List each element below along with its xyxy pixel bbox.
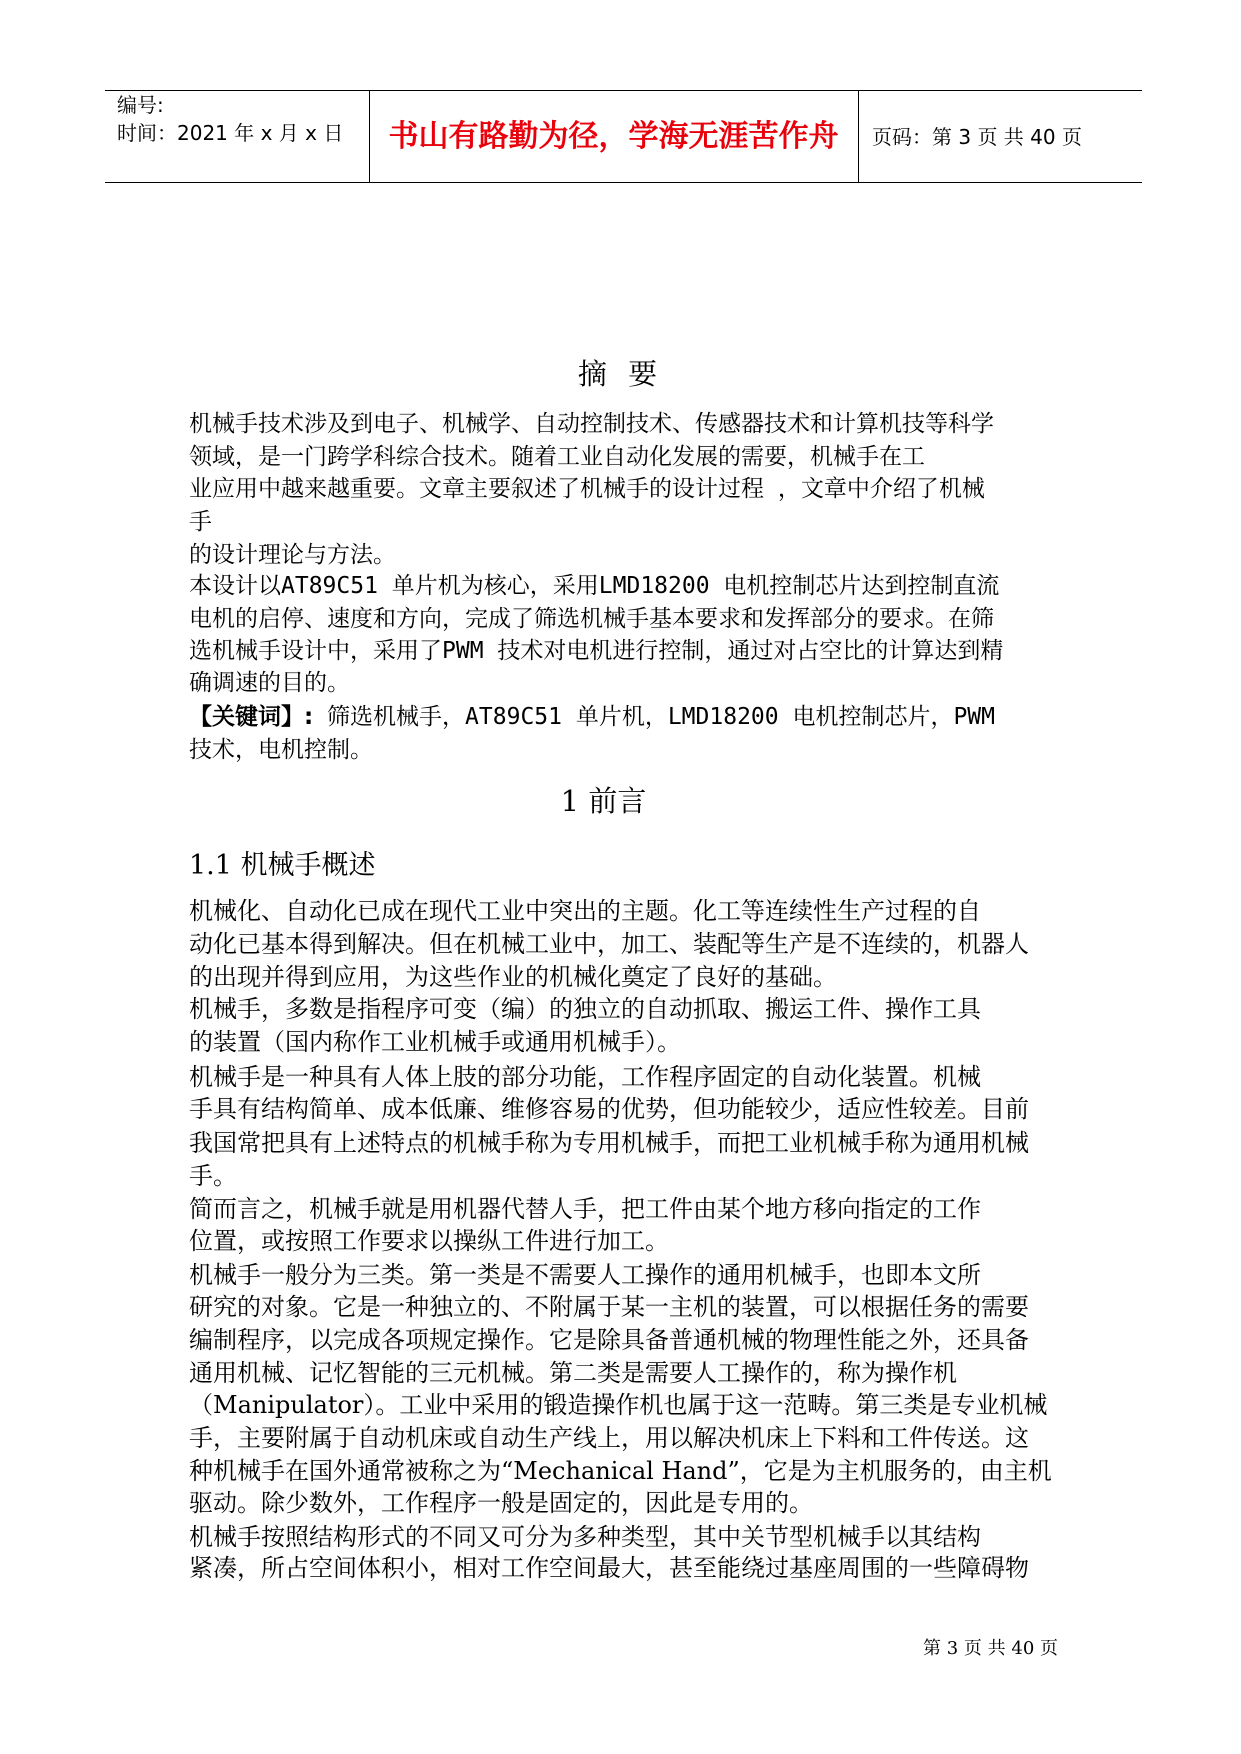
body-line: 机械手一般分为三类。第一类是不需要人工操作的通用机械手，也即本文所 [189, 1261, 981, 1289]
body-line: 通用机械、记忆智能的三元机械。第二类是需要人工操作的，称为操作机 [189, 1359, 957, 1387]
keywords-continuation: 技术，电机控制。 [189, 737, 373, 763]
body-line: 编制程序，以完成各项规定操作。它是除具备普通机械的物理性能之外，还具备 [189, 1326, 1029, 1354]
body-line: 的出现并得到应用，为这些作业的机械化奠定了良好的基础。 [189, 963, 837, 991]
abstract-line: 的设计理论与方法。 [189, 542, 396, 568]
body-line: 机械手，多数是指程序可变（编）的独立的自动抓取、搬运工件、操作工具 [189, 995, 981, 1023]
body-line: 紧凑，所占空间体积小，相对工作空间最大，甚至能绕过基座周围的一些障碍物 [189, 1554, 1029, 1582]
subsection-heading: 1.1 机械手概述 [189, 850, 376, 881]
abstract-line: 业应用中越来越重要。文章主要叙述了机械手的设计过程 ，文章中介绍了机械 [189, 476, 985, 502]
body-line: 我国常把具有上述特点的机械手称为专用机械手，而把工业机械手称为通用机械 [189, 1129, 1029, 1157]
abstract-line: 本设计以AT89C51 单片机为核心，采用LMD18200 电机控制芯片达到控制直流 [189, 573, 1000, 599]
body-line: 种机械手在国外通常被称之为“Mechanical Hand”，它是为主机服务的，由主机 [189, 1457, 1052, 1485]
body-line: （Manipulator）。工业中采用的锻造操作机也属于这一范畴。第三类是专业机械 [189, 1391, 1048, 1419]
body-line: 驱动。除少数外，工作程序一般是固定的，因此是专用的。 [189, 1489, 813, 1517]
abstract-line: 领域，是一门跨学科综合技术。随着工业自动化发展的需要，机械手在工 [189, 444, 925, 470]
keywords-text: 筛选机械手，AT89C51 单片机，LMD18200 电机控制芯片，PWM [313, 704, 995, 730]
body-line: 手具有结构简单、成本低廉、维修容易的优势，但功能较少，适应性较差。目前 [189, 1095, 1029, 1123]
header-motto: 书山有路勤为径，学海无涯苦作舟 [388, 119, 839, 154]
header-top-rule [105, 90, 1142, 91]
body-line: 位置，或按照工作要求以操纵工件进行加工。 [189, 1227, 669, 1255]
keywords-line [189, 701, 995, 733]
document-time: 时间：2021 年 x 月 x 日 [117, 121, 344, 145]
section-heading: 1 前言 [560, 784, 647, 818]
body-line: 手，主要附属于自动机床或自动生产线上，用以解决机床上下料和工件传送。这 [189, 1424, 1029, 1452]
page-footer: 第 3 页 共 40 页 [923, 1638, 1058, 1659]
body-line: 研究的对象。它是一种独立的、不附属于某一主机的装置，可以根据任务的需要 [189, 1293, 1029, 1321]
body-line: 机械手按照结构形式的不同又可分为多种类型，其中关节型机械手以其结构 [189, 1523, 981, 1551]
document-number-label: 编号: [117, 93, 164, 117]
abstract-title: 摘 要 [577, 357, 664, 391]
abstract-line: 选机械手设计中，采用了PWM 技术对电机进行控制，通过对占空比的计算达到精 [189, 638, 1004, 664]
keywords-label: 【关键词】: [189, 704, 314, 730]
header-bottom-rule [105, 182, 1142, 183]
header-page-number: 页码：第 3 页 共 40 页 [872, 125, 1082, 149]
body-line: 手。 [189, 1162, 237, 1190]
body-line: 机械手是一种具有人体上肢的部分功能，工作程序固定的自动化装置。机械 [189, 1063, 981, 1091]
body-line: 机械化、自动化已成在现代工业中突出的主题。化工等连续性生产过程的自 [189, 897, 981, 925]
abstract-line: 确调速的目的。 [189, 670, 350, 696]
body-line: 的装置（国内称作工业机械手或通用机械手）。 [189, 1028, 681, 1056]
header-divider-right [858, 90, 859, 182]
abstract-line: 电机的启停、速度和方向，完成了筛选机械手基本要求和发挥部分的要求。在筛 [189, 606, 994, 632]
abstract-line: 机械手技术涉及到电子、机械学、自动控制技术、传感器技术和计算机技等科学 [189, 411, 994, 437]
body-line: 简而言之，机械手就是用机器代替人手，把工件由某个地方移向指定的工作 [189, 1195, 981, 1223]
body-line: 动化已基本得到解决。但在机械工业中，加工、装配等生产是不连续的，机器人 [189, 930, 1029, 958]
abstract-line: 手 [189, 509, 212, 535]
